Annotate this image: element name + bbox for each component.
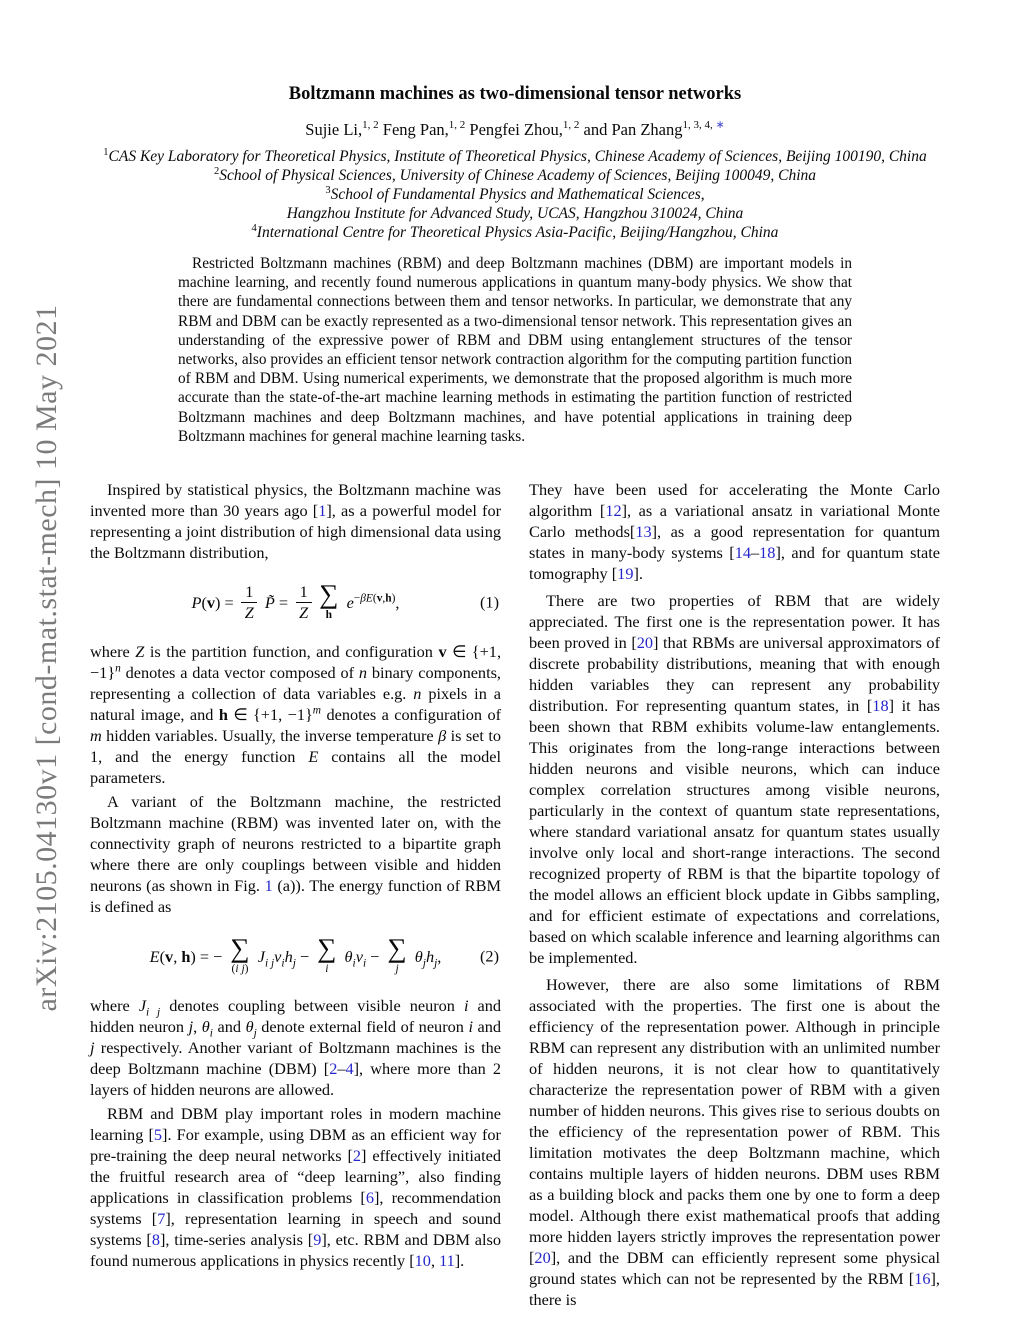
equation: P(v) = $\frac{1}{Z}$ P̃ = $\frac{1}{Z}$ ∑ h $e^{-\beta E(v,h)}$, (1) — [191, 579, 499, 622]
paper-content — [90, 0, 940, 1313]
citation-link[interactable]: 4 — [345, 1059, 354, 1079]
paragraph: A variant of the Boltzmann machine, the restricted Boltzmann machine (RBM) was invented later on, with the connectivity graph of neurons restricted to a bipartite graph where there are only couplings between visible and hidden neurons (as shown in Fig. 1 (a)). The energy function of RBM is defined as — [90, 792, 501, 917]
citation-link[interactable]: 2 — [352, 1146, 362, 1166]
summation-symbol: ∑ j — [387, 933, 407, 976]
citation-link[interactable]: 14 — [734, 543, 752, 563]
equation-number: (2) — [480, 946, 499, 966]
citation-link[interactable]: 16 — [914, 1269, 931, 1289]
left-column — [90, 479, 501, 1313]
citation-link[interactable]: 2 — [329, 1059, 338, 1079]
affiliation-line: $^3$School of Fundamental Physics and Mathematical Sciences, — [325, 184, 705, 203]
citation-link[interactable]: 19 — [617, 564, 634, 584]
citation-link[interactable]: 12 — [605, 501, 622, 521]
citation-link[interactable]: 11 — [439, 1251, 455, 1271]
affiliation-line: $^2$School of Physical Sciences, University of Chinese Academy of Sciences, Beijing 100049, China — [214, 165, 816, 184]
paragraph: where $J_{i j}$ denotes coupling between visible neuron i and hidden neuron j, $\theta_i$ and $\theta_j$ denote external field of neuron i and j respectively. Another variant of Boltzmann machines is the deep Boltzmann machine (DBM) [2–4], where more than 2 layers of hidden neurons are allowed. — [90, 996, 502, 1100]
affiliations — [90, 147, 940, 242]
citation-link[interactable]: 18 — [872, 696, 889, 716]
paragraph: They have been used for accelerating the Monte Carlo algorithm [12], as a variational ansatz in variational Monte Carlo methods[13], as a good representation for quantum states in many-body systems [14–18], and for quantum state tomography [19]. — [529, 480, 941, 584]
equation-number: (1) — [480, 592, 499, 612]
paragraph: However, there are also some limitations of RBM associated with the properties. The first one is about the efficiency of the representation power. Although in principle RBM can represent any distribution with an unlimited number of hidden neurons, it is not clear how to quantitatively characterize the representation power of RBM with a given number of hidden neurons. This gives rise to serious doubts on the efficiency of the representation power of RBM. This limitation motivates the deep Boltzmann machine, which contains multiple layers of hidden neurons. DBM uses RBM as a building block and packs them one by one to form a deep model. Although there exist mathematical proofs that adding more hidden layers strictly improves the representation power [20], and the DBM can efficiently represent some physical ground states which can not be represented by the RBM [16], there is — [529, 975, 940, 1310]
summation-symbol: ∑ (i j) — [230, 933, 250, 976]
paragraph: RBM and DBM play important roles in modern machine learning [5]. For example, using DBM as an efficient way for pre-training the deep neural networks [2] effectively initiated the fruitful research area of “deep learning”, also finding applications in classification problems [6], recommendation systems [7], representation learning in speech and sound systems [8], time-series analysis [9], etc. RBM and DBM also found numerous applications in physics recently [10, 11]. — [90, 1104, 502, 1271]
citation-link[interactable]: 8 — [151, 1230, 160, 1250]
paragraph: Inspired by statistical physics, the Boltzmann machine was invented more than 30 years ago [1], as a powerful model for representing a joint distribution of high dimensional data using the Boltzmann distribution, — [90, 480, 502, 563]
citation-link[interactable]: 5 — [153, 1125, 163, 1145]
citation-link[interactable]: 1 — [318, 501, 327, 521]
equation: E(v, h) = − ∑ (i j) $J_{i j}v_ih_j$ − ∑ i $\theta_iv_i$ − ∑ j $\theta_jh_j$, (2) — [149, 933, 499, 976]
paragraph: where Z is the partition function, and configuration v ∈ {+1, −1}$^n$ denotes a data vector composed of n binary components, representing a collection of data variables e.g. n pixels in a natural image, and h ∈ {+1, −1}$^m$ denotes a configuration of m hidden variables. Usually, the inverse temperature β is set to 1, and the energy function E contains all the model parameters. — [90, 642, 502, 788]
summation-symbol: ∑ i — [317, 933, 337, 976]
citation-link[interactable]: 9 — [313, 1230, 322, 1250]
affiliation-line: $^4$International Centre for Theoretical Physics Asia-Pacific, Beijing/Hangzhou, China — [251, 222, 779, 241]
citation-link[interactable]: 7 — [157, 1209, 166, 1229]
citation-link[interactable]: 6 — [365, 1188, 374, 1208]
fraction: $\frac{1}{Z}$ — [295, 583, 312, 620]
citation-link[interactable]: 18 — [759, 543, 776, 563]
paper-title: Boltzmann machines as two-dimensional tensor networks — [288, 84, 742, 104]
citation-link[interactable]: 20 — [534, 1248, 551, 1268]
summation-symbol: ∑ h — [319, 579, 339, 622]
citation-link[interactable]: 1 — [264, 876, 273, 896]
thanks-link[interactable]: ∗ — [715, 118, 725, 131]
author-line: Sujie Li,$^{1, 2}$ Feng Pan,$^{1, 2}$ Pengfei Zhou,$^{1, 2}$ and Pan Zhang$^{1, 3, 4, ∗}$ — [305, 118, 725, 139]
citation-link[interactable]: 10 — [414, 1251, 431, 1271]
two-column-body — [90, 479, 940, 1313]
right-column — [529, 479, 940, 1313]
affiliation-line: Hangzhou Institute for Advanced Study, UCAS, Hangzhou 310024, China — [286, 205, 744, 222]
fraction: $\frac{1}{Z}$ — [241, 583, 258, 620]
citation-link[interactable]: 20 — [636, 633, 654, 653]
paragraph: There are two properties of RBM that are widely appreciated. The first one is the representation power. It has been proved in [20] that RBMs are universal approximators of discrete probability distributions, meaning that with enough hidden variables they can represent any probability distribution. For representing quantum states, in [18] it has been shown that RBM exhibits volume-law entanglements. This originates from the long-range interactions between hidden neurons and visible neurons, which can induce complex correlation structures among visible neurons, particularly in the context of quantum state representations, where standard variational ansatz for quantum states usually involve only local and short-range interactions. The second recognized property of RBM is that the bipartite topology of the model allows an efficient block update in Gibbs sampling, and for efficient estimate of expectations and correlations, based on which scalable inference and learning algorithms can be implemented. — [529, 591, 940, 968]
citation-link[interactable]: 13 — [635, 522, 652, 542]
affiliation-line: $^1$CAS Key Laboratory for Theoretical Physics, Institute of Theoretical Physics, Chinese Academy of Sciences, Beijing 100190, China — [103, 146, 927, 165]
arxiv-watermark: arXiv:2105.04130v1 [cond-mat.stat-mech] 10 May 2021 — [30, 304, 63, 1012]
abstract: Restricted Boltzmann machines (RBM) and deep Boltzmann machines (DBM) are important models in machine learning, and recently found numerous applications in quantum many-body physics. We show that there are fundamental connections between them and tensor networks. In particular, we demonstrate that any RBM and DBM can be exactly represented as a two-dimensional tensor network. This representation gives an understanding of the expressive power of RBM and DBM using entanglement structures of the tensor networks, also provides an efficient tensor network contraction algorithm for the computing partition function of RBM and DBM. Using numerical experiments, we demonstrate that the proposed algorithm is much more accurate than the state-of-the-art machine learning methods in estimating the partition function of restricted Boltzmann machines and deep Boltzmann machines, and have potential applications in training deep Boltzmann machines for general machine learning tasks. — [178, 255, 852, 445]
